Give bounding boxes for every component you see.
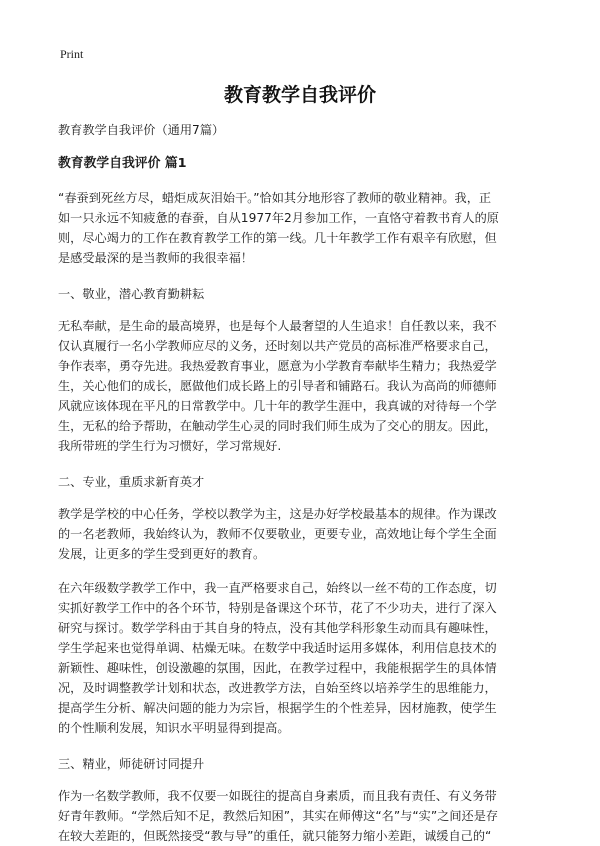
text-line: 研究与探讨。数学学科由于其自身的特点，没有其他学科形象生动而具有趣味性， [58, 621, 497, 635]
text-line: 生，无私的给予帮助，在触动学生心灵的同时我们师生成为了交心的朋友。因此， [58, 419, 497, 433]
text-line: 况，及时调整教学计划和状态，改进教学方法，自始至终以培养学生的思维能力， [58, 681, 497, 695]
text-line: 的个性顺利发展，知识水平明显得到提高。 [58, 721, 290, 735]
text-line: 仅认真履行一名小学教师应尽的义务，还时刻以共产党员的高标准严格要求自己， [58, 339, 497, 353]
professional-paragraphs [58, 504, 546, 738]
text-line: 学生学起来也觉得单调、枯燥无味。在数学中我适时运用多媒体，利用信息技术的 [58, 641, 497, 655]
text-line: 风就应该体现在平凡的日常教学中。几十年的教学生涯中，我真诚的对待每一个学 [58, 399, 497, 413]
text-line: 在六年级数学教学工作中，我一直严格要求自己，始终以一丝不苟的工作态度，切 [58, 581, 497, 595]
text-line: 无私奉献，是生命的最高境界，也是每个人最奢望的人生追求！自任教以来，我不 [58, 319, 497, 333]
text-line: “春蚕到死丝方尽，蜡炬成灰泪始干。”恰如其分地形容了教师的敬业精神。我，正 [58, 191, 492, 205]
paragraph [58, 316, 546, 456]
text-line: 争作表率，勇夺先进。我热爱教育事业，愿意为小学教育奉献毕生精力；我热爱学 [58, 359, 497, 373]
text-line: 我所带班的学生行为习惯好，学习常规好. [58, 439, 282, 453]
paragraph [58, 578, 546, 738]
text-line: 新颖性、趣味性，创设激趣的氛围，因此，在教学过程中，我能根据学生的具体情 [58, 661, 497, 675]
text-line: 在较大差距的，但既然接受“教与导”的重任，就只能努力缩小差距，诚缓自己的“ [58, 829, 492, 843]
text-line: 的一名老教师，我始终认为，教师不仅要敬业，更要专业，高效地让每个学生全面 [58, 527, 497, 541]
text-line: 是感受最深的是当教师的我很幸福！ [58, 251, 253, 265]
text-line: 实抓好教学工作中的各个环节，特别是备课这个环节，花了不少功夫，进行了深入 [58, 601, 497, 615]
article-subtitle: 教育教学自我评价（通用7篇） [58, 123, 225, 137]
text-line: 提高学生分析、解决问题的能力为宗旨，根据学生的个性差异，因材施教，使学生 [58, 701, 497, 715]
mentoring-paragraphs [58, 786, 546, 846]
text-line: 教学是学校的中心任务，学校以教学为主，这是办好学校最基本的规律。作为课改 [58, 507, 497, 521]
heading-mentoring: 三、精业，师徒研讨同提升 [58, 757, 205, 771]
section-title: 教育教学自我评价 篇1 [58, 156, 187, 171]
heading-dedication: 一、敬业，潜心教育勤耕耘 [58, 287, 205, 301]
heading-professional: 二、专业，重质求新育英才 [58, 475, 205, 489]
text-line: 生，关心他们的成长，愿做他们成长路上的引导者和铺路石。我认为高尚的师德师 [58, 379, 497, 393]
paragraph [58, 786, 546, 846]
text-line: 发展，让更多的学生受到更好的教育。 [58, 547, 266, 561]
paragraph [58, 188, 546, 268]
text-line: 好青年教师。“学然后知不足，教然后知困”，其实在师傅这“名”与“实”之间还是存 [58, 809, 499, 823]
print-link[interactable]: Print [60, 47, 84, 61]
dedication-paragraphs [58, 316, 546, 456]
paragraph [58, 504, 546, 564]
text-line: 则，尽心竭力的工作在教育教学工作的第一线。几十年教学工作有艰辛有欣慰，但 [58, 231, 497, 245]
text-line: 如一只永远不知疲惫的春蚕，自从1977年2月参加工作，一直恪守着教书育人的原 [58, 211, 499, 225]
text-line: 作为一名数学教师，我不仅要一如既往的提高自身素质，而且我有责任、有义务带 [58, 789, 497, 803]
article-body [58, 120, 546, 846]
page-title: 教育教学自我评价 [223, 84, 376, 106]
intro-paragraphs [58, 188, 546, 268]
